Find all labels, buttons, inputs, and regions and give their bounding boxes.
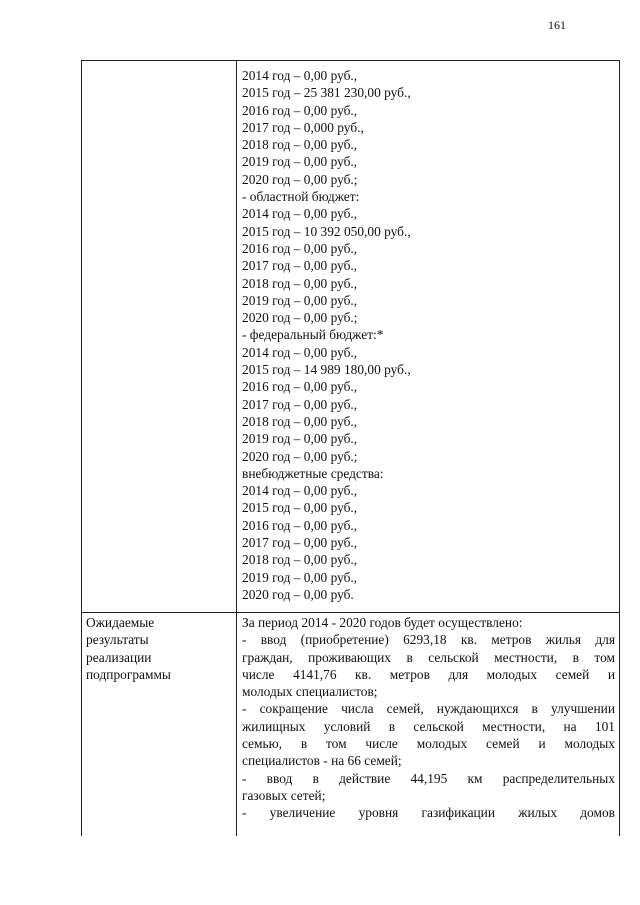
result-item: [242, 700, 615, 769]
financing-label-cell: [82, 61, 237, 613]
financing-line: 2017 год – 0,00 руб.,: [242, 535, 358, 551]
result-item-line: граждан, проживающих в сельской местности, в том: [242, 649, 615, 665]
results-label-line: реализации: [86, 649, 152, 665]
result-item-line: - ввод (приобретение) 6293,18 кв. метров жилья для: [242, 632, 615, 648]
result-item: [242, 804, 615, 821]
financing-line: 2017 год – 0,00 руб.,: [242, 258, 358, 274]
results-intro: За период 2014 - 2020 годов будет осуществлено:: [242, 615, 523, 630]
result-item-line: числе 4141,76 кв. метров для молодых семей и: [242, 666, 615, 682]
financing-line: 2017 год – 0,000 руб.,: [242, 119, 364, 135]
financing-line: 2019 год – 0,00 руб.,: [242, 154, 358, 170]
financing-line: 2018 год – 0,00 руб.,: [242, 137, 358, 153]
financing-line: 2019 год – 0,00 руб.,: [242, 569, 358, 585]
financing-line: - федеральный бюджет:*: [242, 327, 384, 343]
financing-line: 2016 год – 0,00 руб.,: [242, 379, 358, 395]
results-row: [82, 613, 620, 837]
financing-row: [82, 61, 620, 613]
result-item-line: семью, в том числе молодых семей и молодых: [242, 736, 615, 752]
results-label-line: результаты: [86, 632, 149, 648]
result-item-line: газовых сетей;: [242, 787, 326, 803]
results-label-cell: [82, 613, 237, 837]
result-item-line: специалистов - на 66 семей;: [242, 753, 402, 769]
financing-line: 2020 год – 0,00 руб.: [242, 586, 354, 602]
result-item-line: молодых специалистов;: [242, 684, 378, 700]
financing-line: 2016 год – 0,00 руб.,: [242, 517, 358, 533]
financing-cell: [237, 61, 620, 613]
result-item: [242, 770, 615, 805]
financing-line: внебюджетные средства:: [242, 465, 384, 481]
financing-line: 2015 год – 10 392 050,00 руб.,: [242, 223, 411, 239]
financing-line: 2018 год – 0,00 руб.,: [242, 413, 358, 429]
result-item-line: - увеличение уровня газификации жилых домов: [242, 805, 615, 821]
financing-line: 2014 год – 0,00 руб.,: [242, 344, 358, 360]
results-label-line: Ожидаемые: [86, 615, 155, 630]
results-label-line: подпрограммы: [86, 666, 171, 682]
financing-line: 2014 год – 0,00 руб.,: [242, 68, 358, 83]
financing-line: 2020 год – 0,00 руб.;: [242, 171, 358, 187]
result-item-line: - ввод в действие 44,195 км распределительных: [242, 770, 615, 786]
results-label: [86, 614, 232, 683]
result-item-line: - сокращение числа семей, нуждающихся в улучшении: [242, 701, 615, 717]
result-item-line: жилищных условий в сельской местности, на 101: [242, 718, 615, 734]
financing-line: 2014 год – 0,00 руб.,: [242, 206, 358, 222]
financing-line: 2020 год – 0,00 руб.;: [242, 310, 358, 326]
financing-line: - областной бюджет:: [242, 189, 360, 205]
financing-line: 2019 год – 0,00 руб.,: [242, 431, 358, 447]
financing-line: 2015 год – 14 989 180,00 руб.,: [242, 362, 411, 378]
passport-table: [81, 60, 620, 836]
results-cell: [237, 613, 620, 837]
financing-line: 2014 год – 0,00 руб.,: [242, 483, 358, 499]
result-item: [242, 631, 615, 700]
financing-line: 2015 год – 25 381 230,00 руб.,: [242, 85, 411, 101]
results-list: [242, 631, 615, 821]
financing-line: 2016 год – 0,00 руб.,: [242, 240, 358, 256]
financing-line: 2018 год – 0,00 руб.,: [242, 275, 358, 291]
financing-line: 2016 год – 0,00 руб.,: [242, 102, 358, 118]
financing-list: [242, 67, 615, 603]
financing-line: 2019 год – 0,00 руб.,: [242, 292, 358, 308]
financing-line: 2018 год – 0,00 руб.,: [242, 552, 358, 568]
financing-line: 2017 год – 0,00 руб.,: [242, 396, 358, 412]
page-number: 161: [548, 18, 566, 32]
financing-line: 2015 год – 0,00 руб.,: [242, 500, 358, 516]
financing-line: 2020 год – 0,00 руб.;: [242, 448, 358, 464]
